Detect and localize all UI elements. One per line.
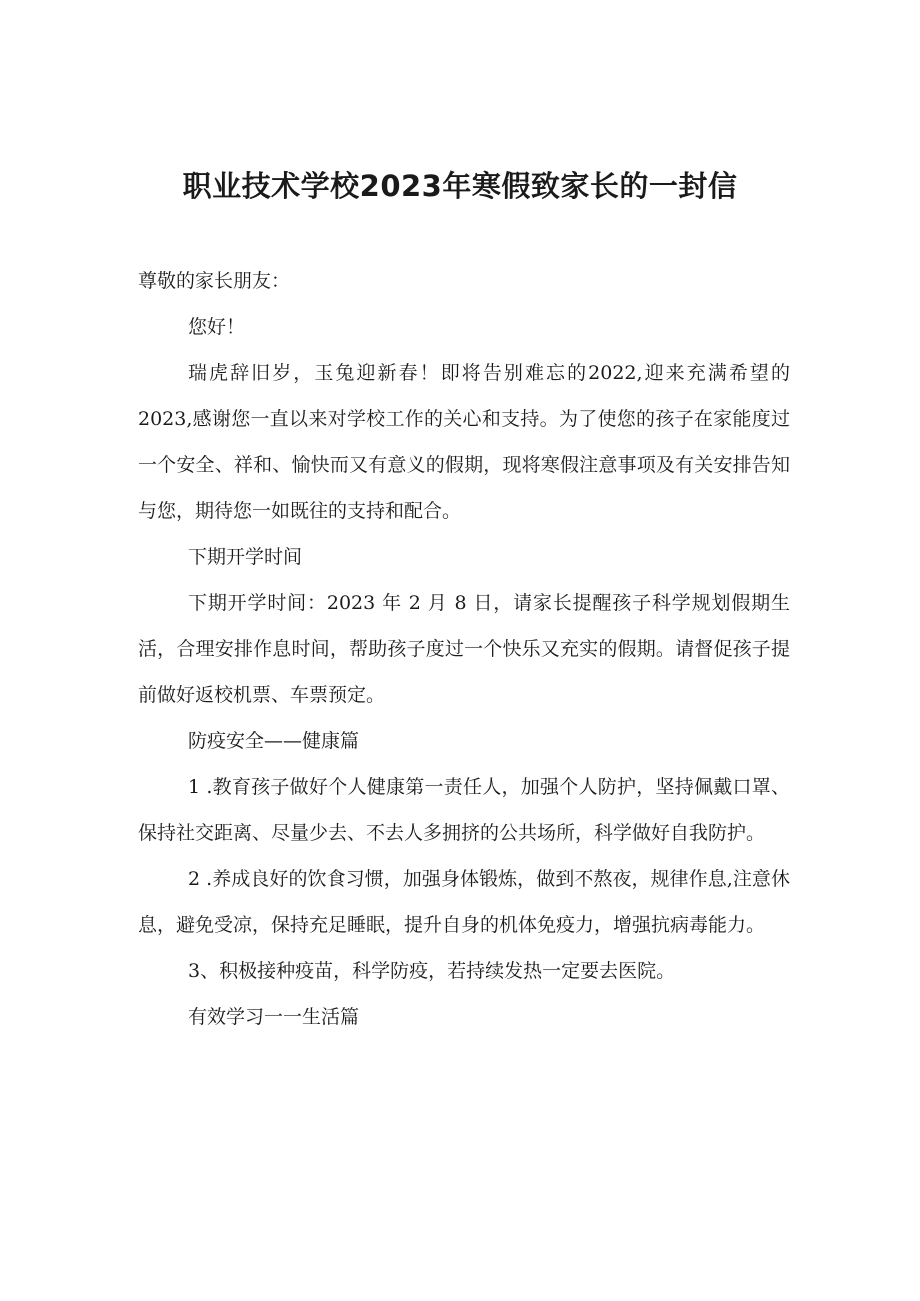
letter-title: 职业技术学校2023年寒假致家长的一封信 <box>182 169 738 203</box>
section-heading-study: 有效学习一一生活篇 <box>188 1006 360 1028</box>
intro-paragraph: 瑞虎辞旧岁，玉兔迎新春！即将告别难忘的2022,迎来充满希望的2023,感谢您一直以来对学校工作的关心和支持。为了使您的孩子在家能度过一个安全、祥和、愉快而又有意义的假期，现将寒假注意事项及有关安排告知与您，期待您一如既往的支持和配合。 <box>138 362 790 522</box>
letter-body <box>138 258 790 1040</box>
health-item-1: 1 .教育孩子做好个人健康第一责任人，加强个人防护，坚持佩戴口罩、保持社交距离、尽量少去、不去人多拥挤的公共场所，科学做好自我防护。 <box>138 776 790 844</box>
section-heading-school-start: 下期开学时间 <box>188 546 303 568</box>
greeting: 您好！ <box>188 316 246 338</box>
salutation: 尊敬的家长朋友： <box>138 270 291 292</box>
section-heading-health: 防疫安全——健康篇 <box>188 730 360 752</box>
school-start-paragraph: 下期开学时间：2023 年 2 月 8 日，请家长提醒孩子科学规划假期生活，合理安排作息时间，帮助孩子度过一个快乐又充实的假期。请督促孩子提前做好返校机票、车票预定。 <box>138 592 790 706</box>
health-item-2: 2 .养成良好的饮食习惯，加强身体锻炼，做到不熬夜，规律作息,注意休息，避免受凉，保持充足睡眠，提升自身的机体免疫力，增强抗病毒能力。 <box>138 868 790 936</box>
health-item-3: 3、积极接种疫苗，科学防疫，若持续发热一定要去医院。 <box>188 960 676 982</box>
